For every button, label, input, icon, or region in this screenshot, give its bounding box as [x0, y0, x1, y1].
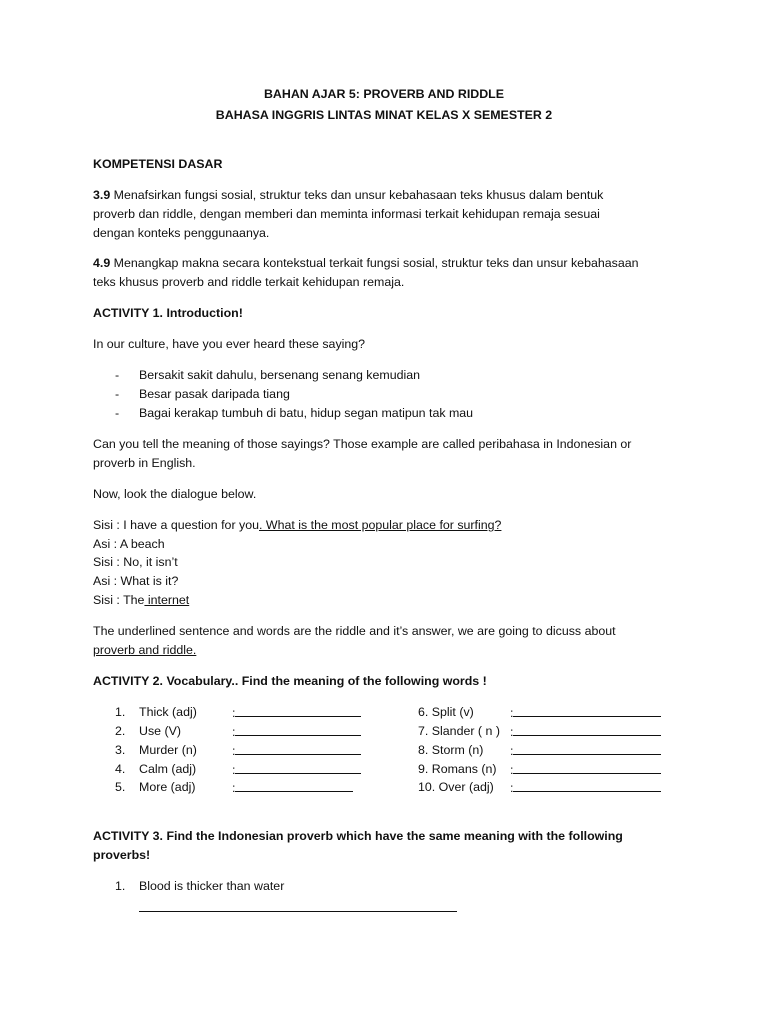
vocab-num: 1. [115, 705, 126, 719]
vocab-word: More (adj) [139, 780, 196, 794]
vocab-word: 9. Romans (n) [418, 762, 497, 776]
title-line-2: BAHASA INGGRIS LINTAS MINAT KELAS X SEMESTER 2 [215, 108, 553, 122]
explain-line-2: proverb in English. [93, 456, 196, 470]
vocab-word: Thick (adj) [139, 705, 197, 719]
activity-1-heading: ACTIVITY 1. Introduction! [93, 306, 243, 320]
kompetensi-heading: KOMPETENSI DASAR [93, 157, 223, 171]
kd-3-9-line-1 [93, 186, 603, 205]
vocab-answer-blank[interactable]: : [232, 760, 361, 780]
dialogue-line-2: Asi : A beach [93, 537, 165, 551]
kd-4-9-line-2: teks khusus proverb and riddle terkait kehidupan remaja. [93, 275, 405, 289]
vocab-answer-blank[interactable]: : [510, 722, 661, 742]
proverb-answer-blank[interactable] [139, 898, 457, 912]
proverb-num: 1. [115, 879, 126, 893]
vocab-answer-blank[interactable]: : [510, 778, 661, 798]
dialogue-line-1: Sisi : I have a question for you. What is the most popular place for surfing? [93, 518, 502, 532]
kd-3-9-line-2: proverb dan riddle, dengan memberi dan meminta informasi terkait kehidupan remaja sesuai [93, 207, 600, 221]
underlined-note-line-2: proverb and riddle. [93, 643, 197, 657]
vocab-answer-blank[interactable]: : [232, 703, 361, 723]
underlined-note-line-1: The underlined sentence and words are the riddle and it’s answer, we are going to dicuss about [93, 624, 616, 638]
bullet-marker: - [115, 387, 120, 401]
vocab-num: 3. [115, 743, 126, 757]
vocab-word: 8. Storm (n) [418, 743, 484, 757]
vocab-answer-blank[interactable]: : [510, 760, 661, 780]
vocab-word: Murder (n) [139, 743, 197, 757]
kd-4-9-line-1 [93, 254, 639, 273]
vocab-answer-blank[interactable]: : [232, 741, 361, 761]
dialogue-line-3: Sisi : No, it isn’t [93, 555, 178, 569]
vocab-word: Use (V) [139, 724, 181, 738]
vocab-answer-blank[interactable]: : [510, 703, 661, 723]
riddle-question: . What is the most popular place for surfing? [259, 518, 502, 532]
explain-line-1: Can you tell the meaning of those sayings? Those example are called peribahasa in Indonesian or [93, 437, 632, 451]
vocab-num: 5. [115, 780, 126, 794]
activity-1-question: In our culture, have you ever heard these saying? [93, 337, 366, 351]
vocab-num: 4. [115, 762, 126, 776]
saying-3: Bagai kerakap tumbuh di batu, hidup segan matipun tak mau [139, 406, 474, 420]
kd-number: 4.9 [93, 256, 111, 270]
vocab-answer-blank[interactable]: : [232, 778, 353, 798]
kd-text: Menafsirkan fungsi sosial, struktur teks dan unsur kebahasaan teks khusus dalam bentuk [110, 188, 604, 202]
vocab-num: 2. [115, 724, 126, 738]
saying-2: Besar pasak daripada tiang [139, 387, 290, 401]
dialogue-line-5: Sisi : The internet [93, 593, 190, 607]
title-line-1: BAHAN AJAR 5: PROVERB AND RIDDLE [263, 87, 505, 101]
vocab-answer-blank[interactable]: : [510, 741, 661, 761]
bullet-marker: - [115, 368, 120, 382]
vocab-word: 10. Over (adj) [418, 780, 494, 794]
kd-number: 3.9 [93, 188, 111, 202]
dialogue-line-4: Asi : What is it? [93, 574, 179, 588]
bullet-marker: - [115, 406, 120, 420]
kd-3-9-line-3: dengan konteks penggunaanya. [93, 226, 270, 240]
vocab-word: 7. Slander ( n ) [418, 724, 500, 738]
riddle-answer: internet [144, 593, 190, 607]
look-dialogue: Now, look the dialogue below. [93, 487, 257, 501]
kd-text: Menangkap makna secara kontekstual terkait fungsi sosial, struktur teks dan unsur kebahasaan [110, 256, 639, 270]
saying-1: Bersakit sakit dahulu, bersenang senang kemudian [139, 368, 421, 382]
activity-2-heading: ACTIVITY 2. Vocabulary.. Find the meaning of the following words ! [93, 674, 487, 688]
vocab-word: 6. Split (v) [418, 705, 474, 719]
activity-3-heading-line-2: proverbs! [93, 848, 151, 862]
vocab-answer-blank[interactable]: : [232, 722, 361, 742]
activity-3-heading-line-1: ACTIVITY 3. Find the Indonesian proverb which have the same meaning with the following [93, 829, 623, 843]
proverb-item: Blood is thicker than water [139, 879, 285, 893]
vocab-word: Calm (adj) [139, 762, 197, 776]
